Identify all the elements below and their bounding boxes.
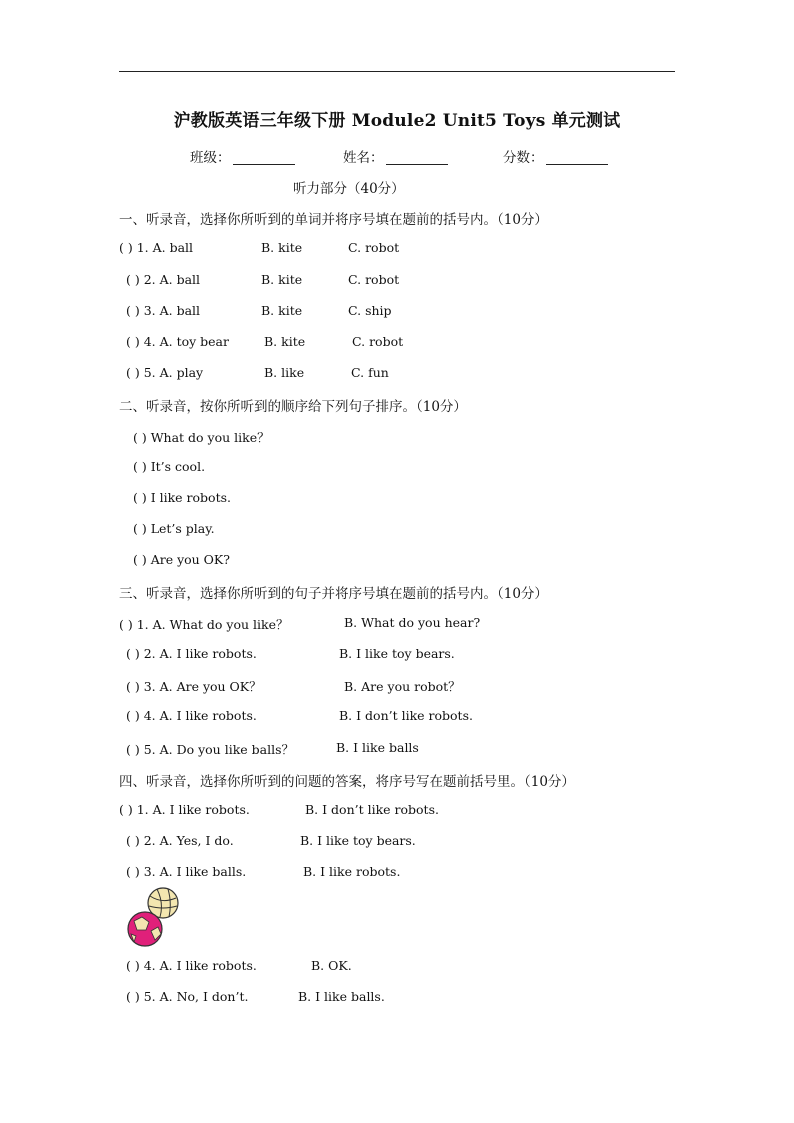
section2-heading: 二、听录音，按你所听到的顺序给下列句子排序。（10分） [119, 399, 467, 415]
score-field [503, 146, 608, 166]
sentence: ( ) It’s cool. [133, 459, 206, 474]
option-b: B. What do you hear? [344, 615, 481, 630]
option-b: B. kite [264, 334, 306, 349]
section4-heading: 四、听录音，选择你所听到的问题的答案，将序号写在题前括号里。（10分） [119, 774, 575, 790]
option-a: ( ) 3. A. I like balls. [126, 864, 247, 879]
page-title: 沪教版英语三年级下册 Module2 Unit5 Toys 单元测试 [173, 111, 621, 131]
option-b: B. like [264, 365, 305, 380]
class-blank[interactable] [233, 150, 295, 165]
option-a: ( ) 2. A. I like robots. [126, 646, 257, 661]
balls-picture [120, 884, 186, 950]
section1-heading: 一、听录音，选择你所听到的单词并将序号填在题前的括号内。（10分） [119, 212, 548, 228]
sentence: ( ) Let’s play. [133, 521, 215, 536]
name-label: 姓名： [343, 150, 384, 166]
option-c: C. fun [351, 365, 389, 380]
option-b: B. I like balls [336, 740, 419, 755]
name-field [343, 146, 448, 166]
option-c: C. robot [348, 240, 400, 255]
option-b: B. kite [261, 303, 303, 318]
name-blank[interactable] [386, 150, 448, 165]
option-a: ( ) 4. A. I like robots. [126, 958, 257, 973]
sentence: ( ) Are you OK? [133, 552, 230, 567]
option-b: B. kite [261, 240, 303, 255]
option-c: C. ship [348, 303, 392, 318]
option-b: B. Are you robot？ [344, 679, 461, 694]
option-b: B. I don’t like robots. [339, 708, 473, 723]
option-a: ( ) 5. A. No, I don’t. [126, 989, 249, 1004]
pink-ball-icon [128, 912, 162, 946]
sentence: ( ) What do you like？ [133, 430, 270, 445]
question-a: ( ) 4. A. toy bear [126, 334, 229, 349]
option-b: B. kite [261, 272, 303, 287]
question-a: ( ) 2. A. ball [126, 272, 201, 287]
option-b: B. OK. [311, 958, 352, 973]
option-b: B. I like toy bears. [300, 833, 416, 848]
option-a: ( ) 3. A. Are you OK？ [126, 679, 262, 694]
option-c: C. robot [348, 272, 400, 287]
sentence: ( ) I like robots. [133, 490, 231, 505]
question-a: ( ) 1. A. ball [119, 240, 194, 255]
option-b: B. I like toy bears. [339, 646, 455, 661]
option-a: ( ) 1. A. I like robots. [119, 802, 250, 817]
option-b: B. I don’t like robots. [305, 802, 439, 817]
option-a: ( ) 1. A. What do you like？ [119, 617, 289, 632]
section3-heading: 三、听录音，选择你所听到的句子并将序号填在题前的括号内。（10分） [119, 586, 548, 602]
option-c: C. robot [352, 334, 404, 349]
option-a: ( ) 4. A. I like robots. [126, 708, 257, 723]
class-field [190, 146, 295, 166]
option-b: B. I like robots. [303, 864, 401, 879]
score-blank[interactable] [546, 150, 608, 165]
question-a: ( ) 3. A. ball [126, 303, 201, 318]
option-a: ( ) 5. A. Do you like balls？ [126, 742, 295, 757]
option-a: ( ) 2. A. Yes, I do. [126, 833, 234, 848]
class-label: 班级： [190, 150, 231, 166]
listening-part-label: 听力部分（40分） [293, 181, 405, 197]
option-b: B. I like balls. [298, 989, 385, 1004]
header-rule [119, 71, 675, 72]
question-a: ( ) 5. A. play [126, 365, 204, 380]
score-label: 分数： [503, 150, 544, 166]
